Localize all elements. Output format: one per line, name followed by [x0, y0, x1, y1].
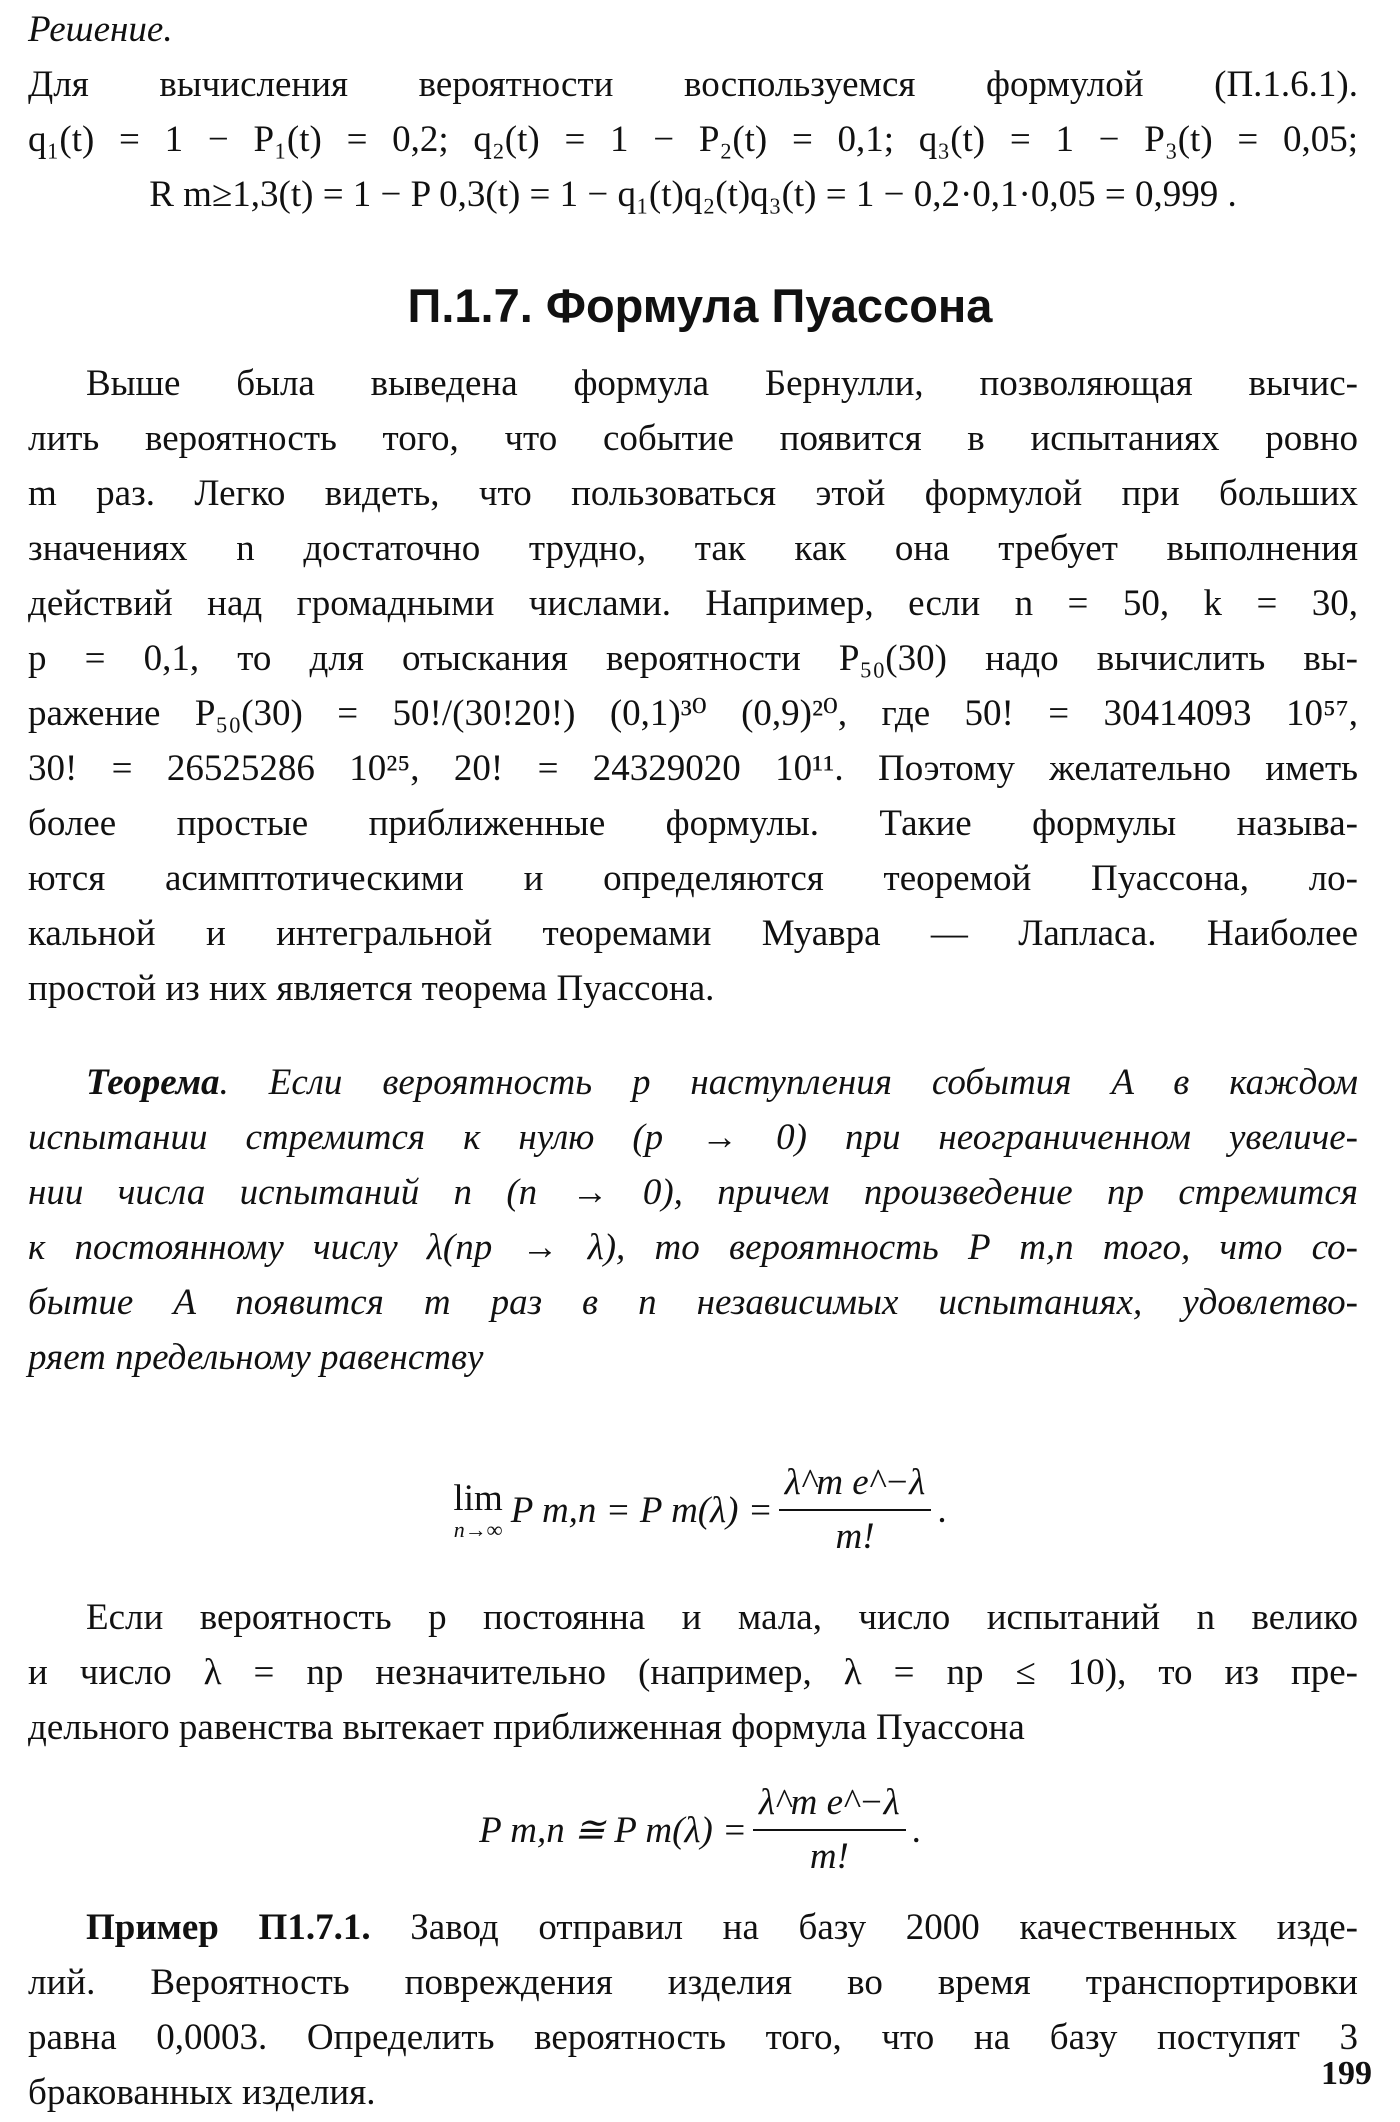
- theorem-label: Теорема: [86, 1062, 220, 1103]
- theorem-text: . Если вероятность p наступления события A в каждом: [219, 1062, 1358, 1103]
- paragraph-line: более простые приближенные формулы. Такие формулы называ-: [28, 803, 1358, 844]
- solution-heading: Решение.: [28, 9, 173, 50]
- poisson-approx-formula: [0, 1775, 1400, 1885]
- example-label: Пример П1.7.1.: [86, 1907, 371, 1948]
- theorem-line: бытие A появится m раз в n независимых испытаниях, удовлетво-: [28, 1282, 1358, 1323]
- solution-formula-line: q₁(t) = 1 − P₁(t) = 0,2; q₂(t) = 1 − P₂(t) = 0,1; q₃(t) = 1 − P₃(t) = 0,05;: [28, 119, 1358, 160]
- example-text: Завод отправил на базу 2000 качественных изде-: [370, 1907, 1358, 1948]
- example-block: [28, 1900, 1358, 2120]
- page-number: 199: [1321, 2055, 1372, 2092]
- limit-subscript: n→∞: [453, 1517, 503, 1542]
- example-line: лий. Вероятность повреждения изделия во время транспортировки: [28, 1962, 1358, 2003]
- theorem-line: нии числа испытаний n (n → 0), причем произведение np стремится: [28, 1172, 1358, 1213]
- example-line: бракованных изделия.: [28, 2072, 376, 2113]
- paragraph-approximation: [28, 1590, 1358, 1755]
- paragraph-line: лить вероятность того, что событие появится в испытаниях ровно: [28, 418, 1358, 459]
- formula-numerator: λ^m e^−λ: [753, 1779, 906, 1831]
- theorem-block: [28, 1055, 1358, 1385]
- paragraph-line: действий над громадными числами. Например, если n = 50, k = 30,: [28, 583, 1358, 624]
- paragraph-line: 30! = 26525286 10²⁵, 20! = 24329020 10¹¹. Поэтому желательно иметь: [28, 748, 1358, 789]
- paragraph-line: ражение P₅₀(30) = 50!/(30!20!) (0,1)³⁰ (0,9)²⁰, где 50! = 30414093 10⁵⁷,: [28, 693, 1358, 734]
- paragraph-line: ются асимптотическими и определяются теоремой Пуассона, ло-: [28, 858, 1358, 899]
- formula-lhs: P m,n = P m(λ) =: [510, 1489, 773, 1531]
- limit-operator: [453, 1479, 502, 1541]
- paragraph-line: кальной и интегральной теоремами Муавра — Лапласа. Наиболее: [28, 913, 1358, 954]
- formula-end: .: [911, 1809, 921, 1851]
- theorem-line: испытании стремится к нулю (p → 0) при неограниченном увеличе-: [28, 1117, 1358, 1158]
- formula-fraction: [753, 1779, 906, 1881]
- solution-line: Для вычисления вероятности воспользуемся формулой (П.1.6.1).: [28, 64, 1358, 105]
- formula-denominator: m!: [809, 1836, 849, 1877]
- example-line: [28, 1900, 1358, 1955]
- formula-lhs: P m,n ≅ P m(λ) =: [479, 1810, 748, 1851]
- paragraph-bernoulli: [28, 356, 1358, 1016]
- paragraph-line: дельного равенства вытекает приближенная формула Пуассона: [28, 1707, 1025, 1748]
- poisson-limit-formula: [0, 1450, 1400, 1570]
- solution-formula-line: R m≥1,3(t) = 1 − P 0,3(t) = 1 − q₁(t)q₂(t)q₃(t) = 1 − 0,2·0,1·0,05 = 0,999 .: [149, 174, 1237, 215]
- paragraph-line: и число λ = np незначительно (например, λ = np ≤ 10), то из пре-: [28, 1652, 1358, 1693]
- section-title: П.1.7. Формула Пуассона: [407, 279, 993, 332]
- theorem-line: ряет предельному равенству: [28, 1337, 484, 1378]
- paragraph-line: p = 0,1, то для отыскания вероятности P₅₀(30) надо вычислить вы-: [28, 638, 1358, 679]
- limit-symbol: lim: [453, 1478, 503, 1519]
- paragraph-line: Выше была выведена формула Бернулли, позволяющая вычис-: [86, 363, 1358, 404]
- formula-fraction: [779, 1459, 932, 1561]
- paragraph-line: простой из них является теорема Пуассона.: [28, 968, 715, 1009]
- theorem-line: к постоянному числу λ(np → λ), то вероятность P m,n того, что со-: [28, 1227, 1358, 1268]
- formula-numerator: λ^m e^−λ: [779, 1459, 932, 1511]
- solution-block: [28, 2, 1358, 222]
- paragraph-line: m раз. Легко видеть, что пользоваться этой формулой при больших: [28, 473, 1358, 514]
- formula-end: .: [937, 1489, 947, 1531]
- paragraph-line: значениях n достаточно трудно, так как она требует выполнения: [28, 528, 1358, 569]
- formula-denominator: m!: [835, 1516, 875, 1557]
- theorem-line: [28, 1055, 1358, 1110]
- example-line: равна 0,0003. Определить вероятность того, что на базу поступят 3: [28, 2017, 1358, 2058]
- paragraph-line: Если вероятность p постоянна и мала, число испытаний n велико: [86, 1597, 1358, 1638]
